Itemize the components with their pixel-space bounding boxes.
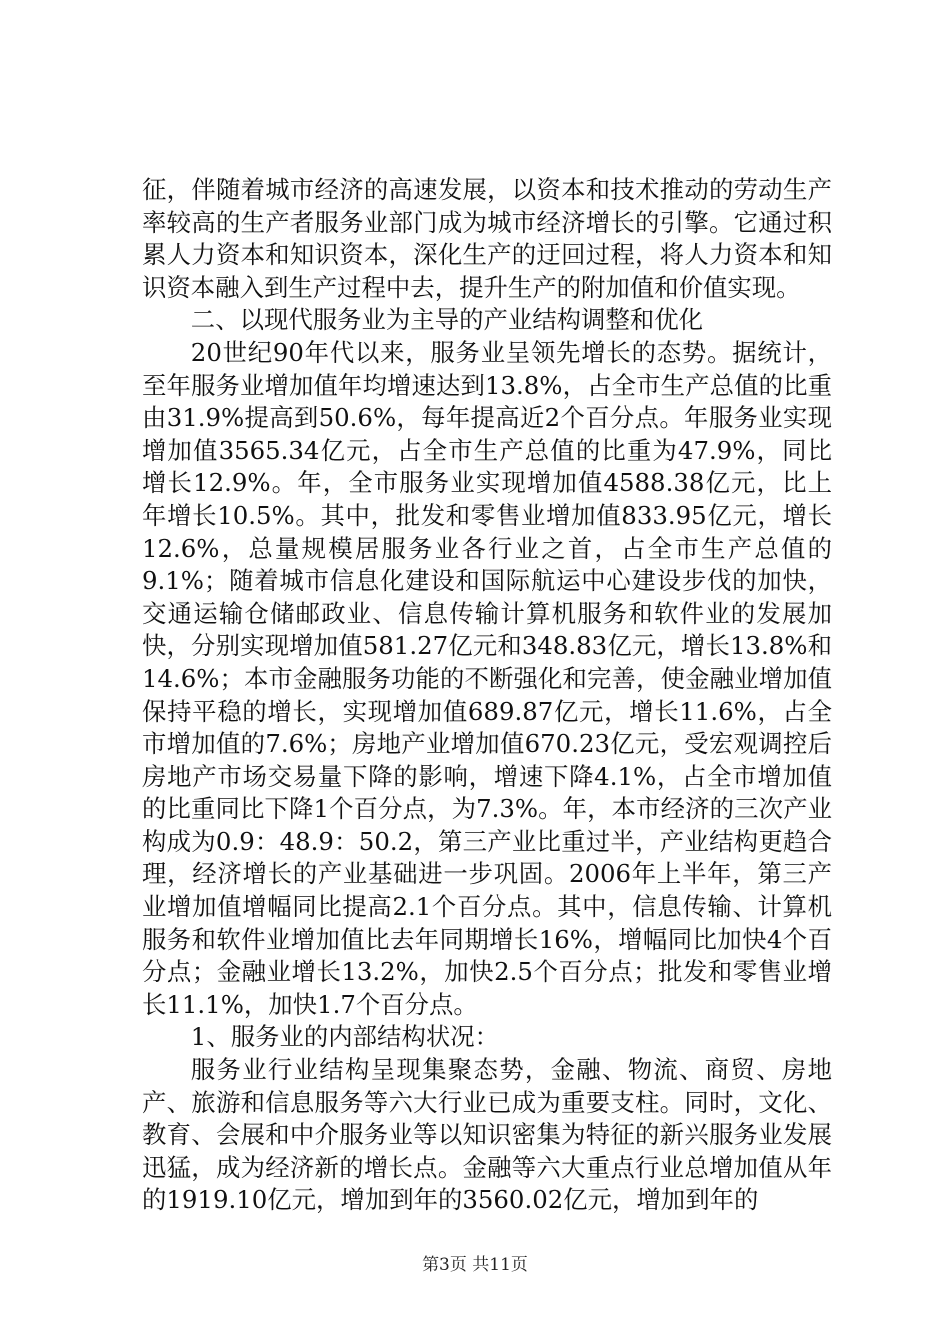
page-footer: 第3页 共11页 bbox=[422, 1255, 528, 1275]
subsection-heading: 1、服务业的内部结构状况： bbox=[190, 1022, 500, 1052]
document-body bbox=[142, 174, 832, 1217]
paragraph-structure: 服务业行业结构呈现集聚态势，金融、物流、商贸、房地产、旅游和信息服务等六大行业已成为重要支柱。同时，文化、教育、会展和中介服务业等以知识密集为特征的新兴服务业发展迅猛，成为经济新的增长点。金融等六大重点行业总增加值从年的1919.10亿元，增加到年的3560.02亿元，增加到年的 bbox=[142, 1055, 832, 1215]
paragraph-statistics: 20世纪90年代以来，服务业呈领先增长的态势。据统计，至年服务业增加值年均增速达到13.8%，占全市生产总值的比重由31.9%提高到50.6%，每年提高近2个百分点。年服务业实现增加值3565.34亿元，占全市生产总值的比重为47.9%，同比增长12.9%。年，全市服务业实现增加值4588.38亿元，比上年增长10.5%。其中，批发和零售业增加值833.95亿元，增长12.6%，总量规模居服务业各行业之首，占全市生产总值的9.1%；随着城市信息化建设和国际航运中心建设步伐的加快，交通运输仓储邮政业、信息传输计算机服务和软件业的发展加快，分别实现增加值581.27亿元和348.83亿元，增长13.8%和14.6%；本市金融服务功能的不断强化和完善，使金融业增加值保持平稳的增长，实现增加值689.87亿元，增长11.6%，占全市增加值的7.6%；房地产业增加值670.23亿元，受宏观调控后房地产市场交易量下降的影响，增速下降4.1%，占全市增加值的比重同比下降1个百分点，为7.3%。年，本市经济的三次产业构成为0.9：48.9：50.2，第三产业比重过半，产业结构更趋合理，经济增长的产业基础进一步巩固。2006年上半年，第三产业增加值增幅同比提高2.1个百分点。其中，信息传输、计算机服务和软件业增加值比去年同期增长16%，增幅同比加快4个百分点；金融业增长13.2%，加快2.5个百分点；批发和零售业增长11.1%，加快1.7个百分点。 bbox=[142, 337, 833, 1019]
paragraph-continuation: 征，伴随着城市经济的高速发展，以资本和技术推动的劳动生产率较高的生产者服务业部门成为城市经济增长的引擎。它通过积累人力资本和知识资本，深化生产的迂回过程，将人力资本和知识资本融入到生产过程中去，提升生产的附加值和价值实现。 bbox=[142, 175, 832, 302]
section-heading: 二、以现代服务业为主导的产业结构调整和优化 bbox=[190, 305, 704, 335]
